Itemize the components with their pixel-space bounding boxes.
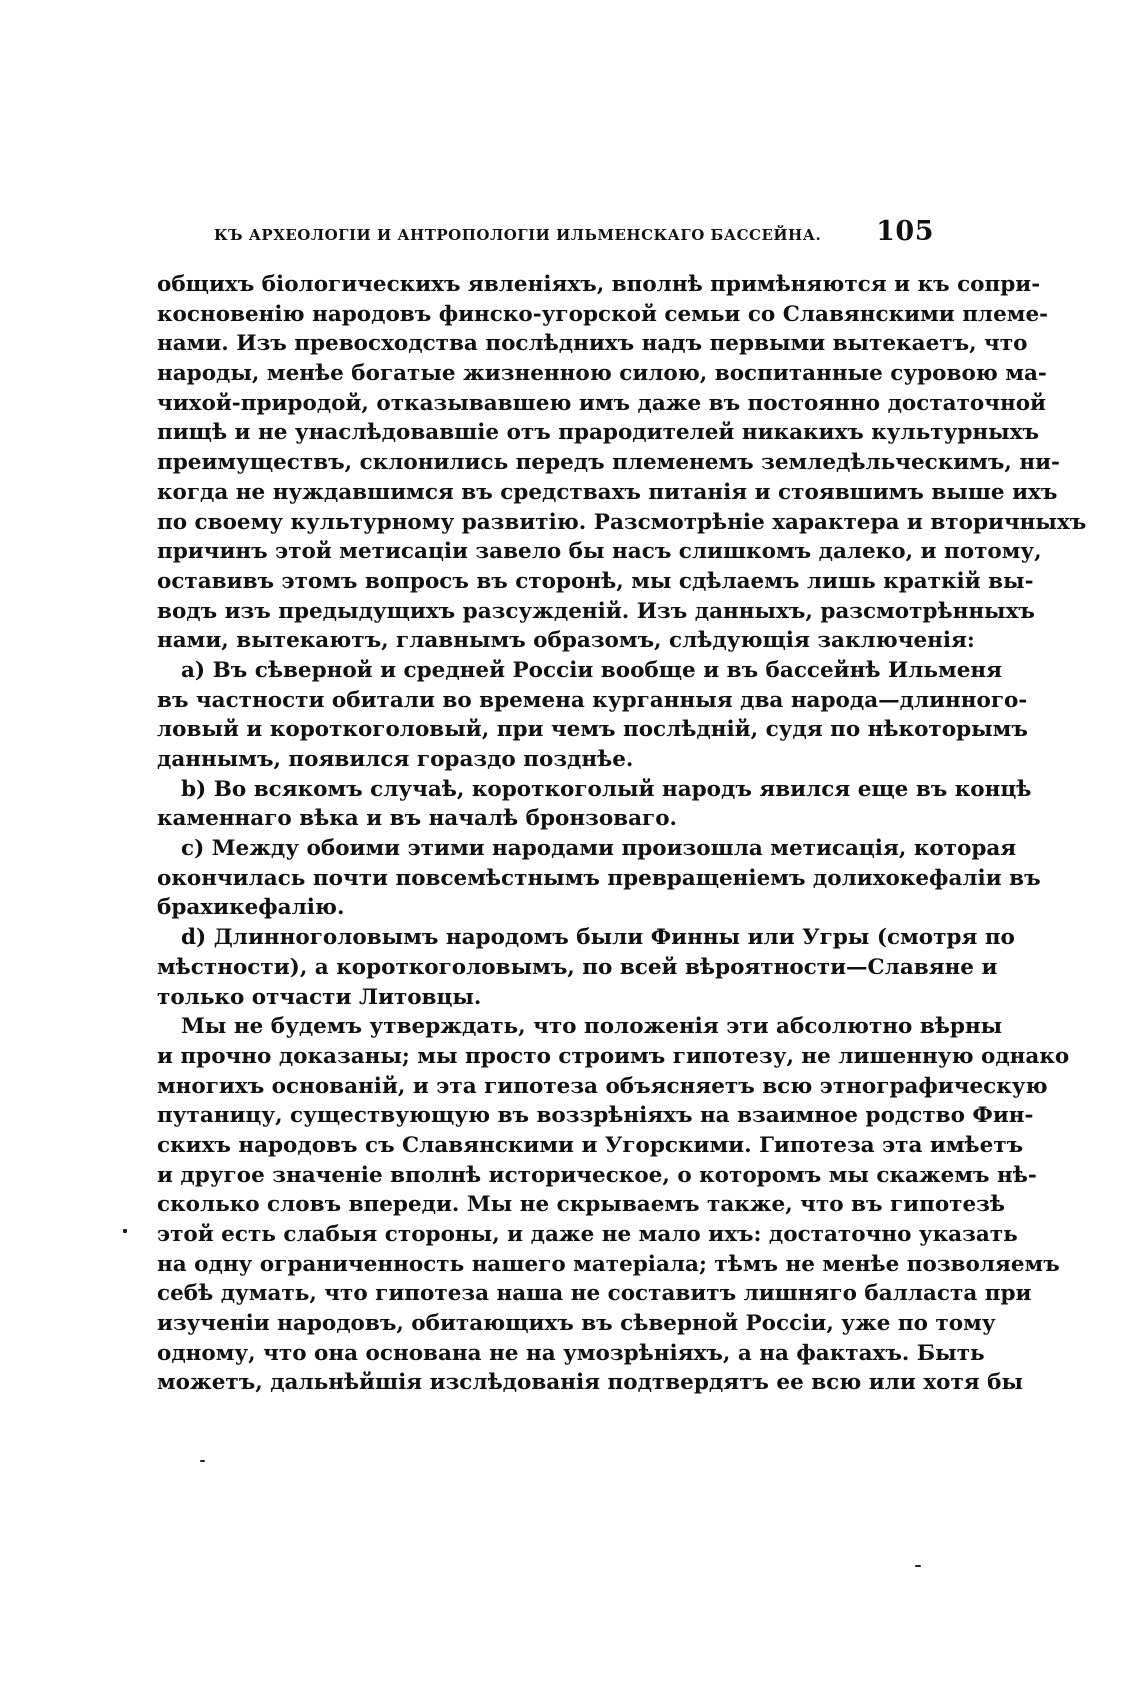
- text-line: причинъ этой метисаціи завело бы насъ слишкомъ далеко, и потому,: [157, 539, 1042, 565]
- text-line: когда не нуждавшимся въ средствахъ питанія и стоявшимъ выше ихъ: [157, 479, 1058, 505]
- text-line: каменнаго вѣка и въ началѣ бронзоваго.: [157, 806, 678, 832]
- text-line: косновенію народовъ финско-угорской семьи со Славянскими племе-: [157, 301, 1049, 327]
- text-line: чихой-природой, отказывавшею имъ даже въ постоянно достаточной: [157, 390, 1047, 416]
- text-line: даннымъ, появился гораздо позднѣе.: [157, 747, 634, 772]
- text-line: путаницу, существующую въ воззрѣніяхъ на взаимное родство Фин-: [157, 1103, 1034, 1129]
- list-item-c-line: с) Между обоими этими народами произошла метисація, которая: [181, 836, 1017, 862]
- scan-speck: [915, 1565, 921, 1567]
- text-line: окончилась почти повсемѣстнымъ превращеніемъ долихокефаліи въ: [157, 865, 1041, 891]
- text-line: себѣ думать, что гипотеза наша не составитъ лишняго балласта при: [157, 1281, 1032, 1307]
- text-line: мѣстности), а короткоголовымъ, по всей вѣроятности—Славяне и: [157, 954, 998, 980]
- text-line: нами. Изъ превосходства послѣднихъ надъ первыми вытекаетъ, что: [157, 331, 1028, 357]
- text-line: многихъ основаній, и эта гипотеза объясняетъ всю этнографическую: [157, 1073, 1048, 1099]
- text-line: преимуществъ, склонились передъ племенемъ земледѣльческимъ, ни-: [157, 450, 1060, 476]
- text-line: на одну ограниченность нашего матеріала; тѣмъ не менѣе позволяемъ: [157, 1251, 1060, 1277]
- list-item-b-line: b) Во всякомъ случаѣ, короткоголый народъ явился еще въ концѣ: [181, 776, 1032, 802]
- text-line: сколько словъ впереди. Мы не скрываемъ также, что въ гипотезѣ: [157, 1192, 1006, 1218]
- text-line: только отчасти Литовцы.: [157, 984, 482, 1010]
- text-line: и другое значеніе вполнѣ историческое, о которомъ мы скажемъ нѣ-: [157, 1162, 1037, 1188]
- text-line: изученіи народовъ, обитающихъ въ сѣверной Россіи, уже по тому: [157, 1311, 996, 1337]
- scan-speck: [200, 1460, 205, 1462]
- text-line: можетъ, дальнѣйшія изслѣдованія подтвердятъ ее всю или хотя бы: [157, 1370, 1024, 1396]
- text-line: въ частности обитали во времена курганныя два народа—длинного-: [157, 687, 1028, 713]
- list-item-a-line: а) Въ сѣверной и средней Россіи вообще и въ бассейнѣ Ильменя: [181, 657, 1002, 683]
- text-line: одному, что она основана не на умозрѣніяхъ, а на фактахъ. Быть: [157, 1340, 985, 1366]
- text-line: водъ изъ предыдущихъ разсужденій. Изъ данныхъ, разсмотрѣнныхъ: [157, 598, 1035, 624]
- text-line: народы, менѣе богатые жизненною силою, воспитанные суровою ма-: [157, 361, 1047, 387]
- list-item-d-line: d) Длинноголовымъ народомъ были Финны или Угры (смотря по: [181, 925, 1015, 951]
- text-line: этой есть слабыя стороны, и даже не мало ихъ: достаточно указать: [157, 1222, 1018, 1247]
- text-line: брахикефалію.: [157, 895, 345, 921]
- body-text: [157, 270, 1087, 1398]
- text-line: и прочно доказаны; мы просто строимъ гипотезу, не лишенную однако: [157, 1043, 1070, 1069]
- text-line: по своему культурному развитію. Разсмотрѣніе характера и вторичныхъ: [157, 509, 1087, 535]
- text-line: скихъ народовъ съ Славянскими и Угорскими. Гипотеза эта имѣетъ: [157, 1132, 1024, 1158]
- paragraph-start-line: Мы не будемъ утверждать, что положенія эти абсолютно вѣрны: [181, 1014, 1003, 1040]
- running-head: [212, 216, 942, 256]
- page-number: 105: [876, 216, 934, 247]
- scan-speck: [123, 1229, 127, 1233]
- text-line: пищѣ и не унаслѣдовавшіе отъ прародителей никакихъ культурныхъ: [157, 420, 1040, 446]
- text-line: общихъ біологическихъ явленіяхъ, вполнѣ примѣняются и къ сопри-: [157, 272, 1041, 297]
- running-title: КЪ АРХЕОЛОГІИ И АНТРОПОЛОГІИ ИЛЬМЕНСКАГО БАССЕЙНА.: [214, 226, 822, 244]
- text-line: оставивъ этомъ вопросъ въ сторонѣ, мы сдѣлаемъ лишь краткій вы-: [157, 568, 1034, 594]
- text-line: нами, вытекаютъ, главнымъ образомъ, слѣдующія заключенія:: [157, 628, 975, 654]
- text-line: ловый и короткоголовый, при чемъ послѣдній, судя по нѣкоторымъ: [157, 717, 1028, 743]
